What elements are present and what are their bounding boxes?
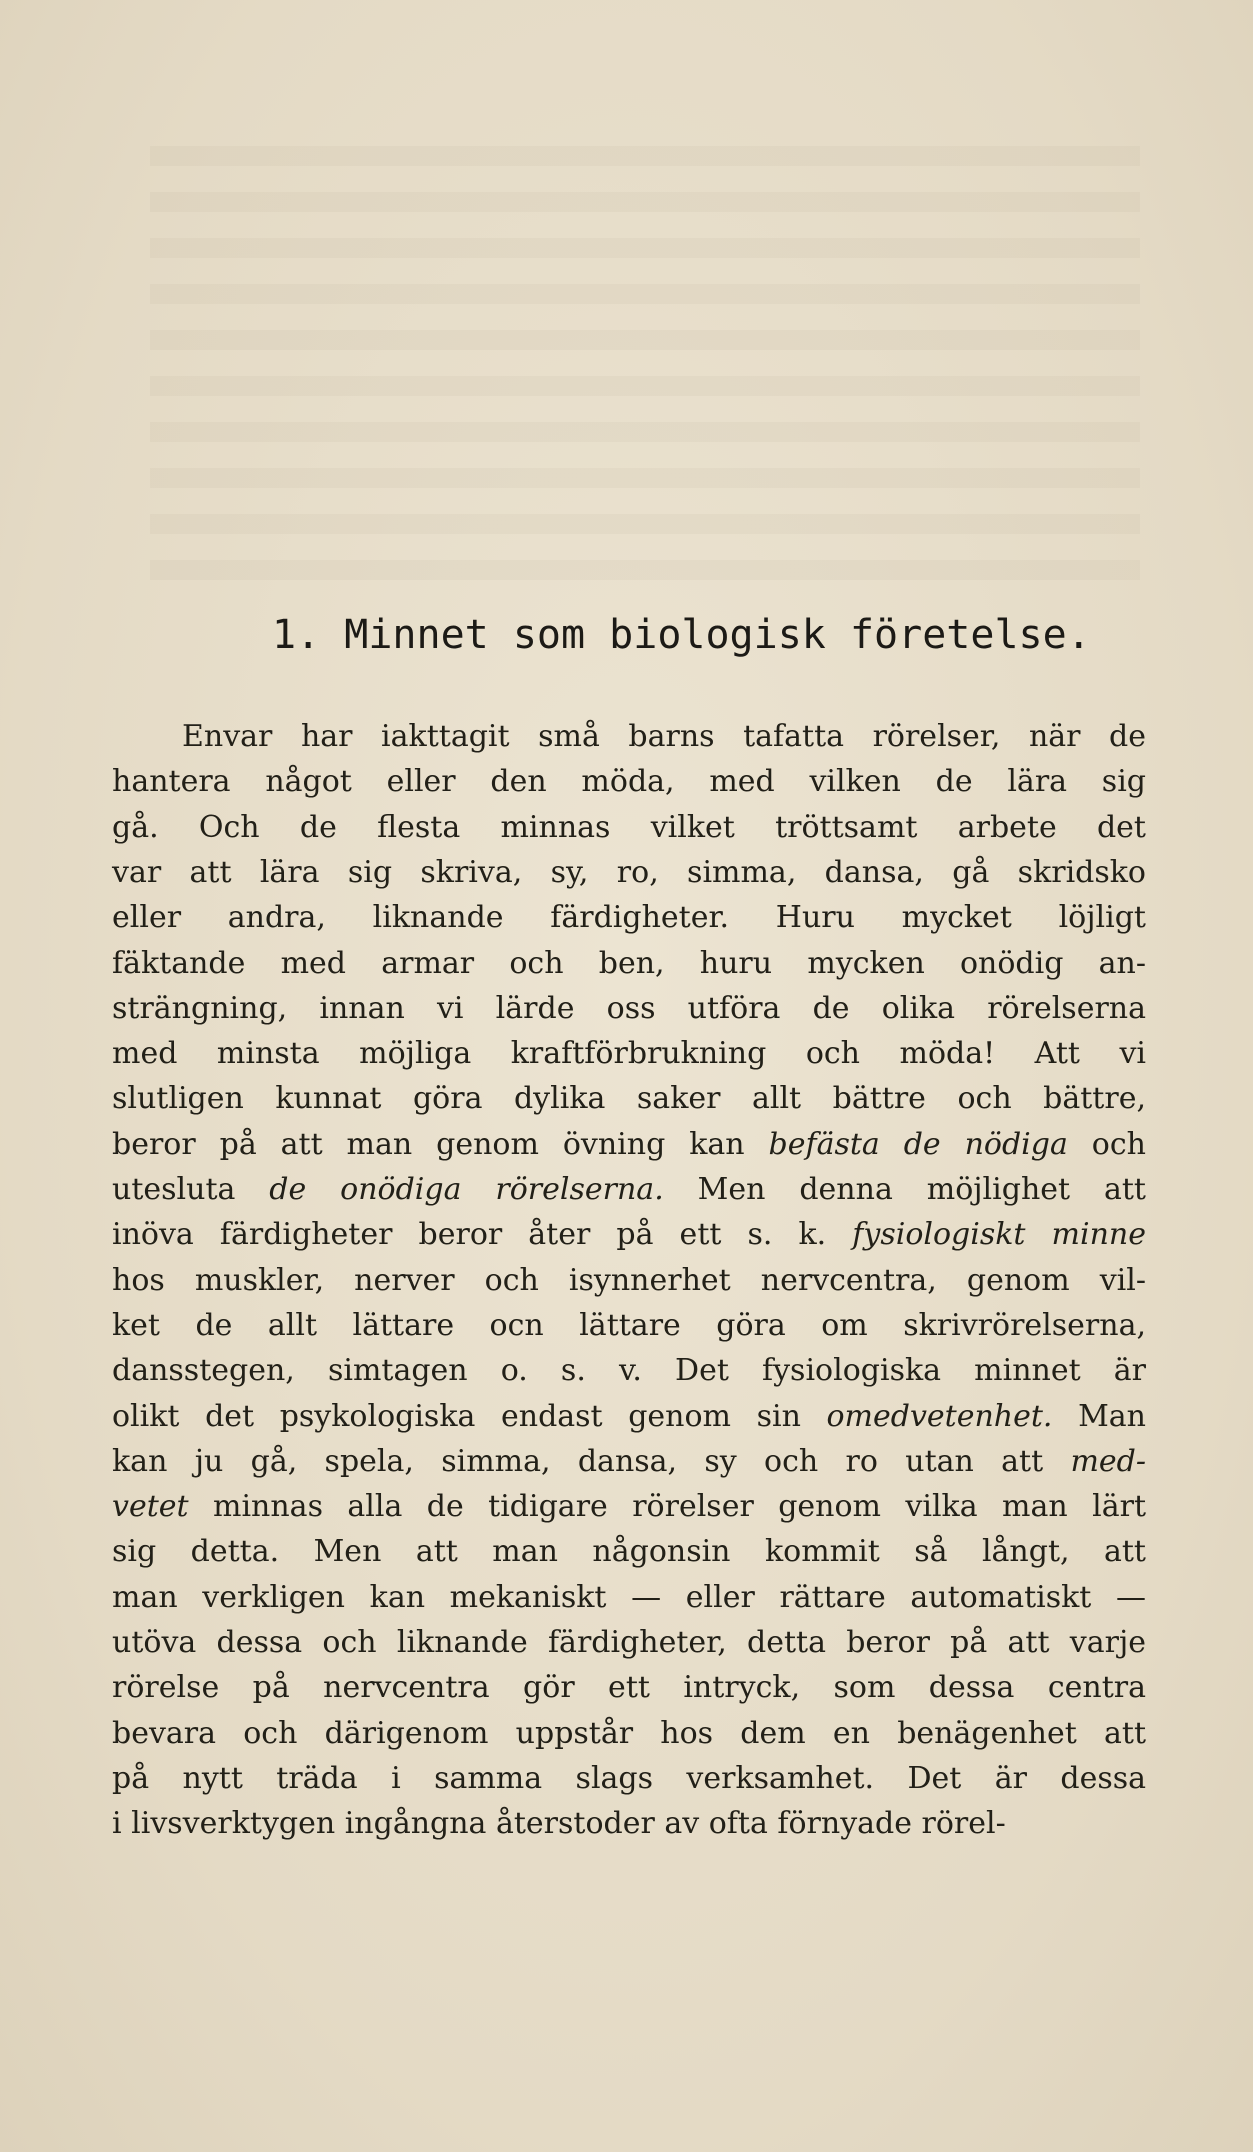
text-line: i livsverktygen ingångna återstoder av ofta förnyade rörel- (112, 1806, 1006, 1842)
text-segment: minnas alla de tidigare rörelser genom vilka man lärt (188, 1489, 1146, 1525)
text-line: gå. Och de flesta minnas vilket tröttsamt arbete det (112, 809, 1146, 845)
text-segment: olikt det psykologiska endast genom sin (112, 1398, 827, 1434)
italic-emphasis: befästa de nödiga (768, 1126, 1068, 1162)
text-line (112, 1395, 1146, 1439)
italic-emphasis: fysiologiskt minne (852, 1217, 1146, 1253)
text-line (112, 1168, 1146, 1212)
text-segment: Men denna möjlighet att (663, 1172, 1146, 1207)
text-segment: Man (1052, 1398, 1146, 1434)
text-line: bevara och därigenom uppstår hos dem en benägenhet att (112, 1715, 1146, 1751)
text-line: hantera något eller den möda, med vilken de lära sig (112, 764, 1146, 800)
text-line: utöva dessa och liknande färdigheter, detta beror på att varje (112, 1625, 1146, 1660)
text-line: ket de allt lättare ocn lättare göra om skrivrörelserna, (112, 1307, 1146, 1343)
text-line (112, 1485, 1146, 1529)
text-line: dansstegen, simtagen o. s. v. Det fysiologiska minnet är (112, 1353, 1146, 1389)
text-line: på nytt träda i samma slags verksamhet. Det är dessa (112, 1760, 1146, 1796)
bleed-through-shadow (150, 120, 1140, 600)
text-line (112, 1213, 1146, 1257)
italic-emphasis: vetet (112, 1489, 189, 1525)
chapter-heading: 1. Minnet som biologisk företelse. (272, 612, 1091, 658)
text-line: slutligen kunnat göra dylika saker allt bättre och bättre, (112, 1081, 1146, 1117)
text-line: rörelse på nervcentra gör ett intryck, som dessa centra (112, 1670, 1146, 1706)
italic-emphasis: med- (1070, 1443, 1146, 1479)
text-line: sig detta. Men att man någonsin kommit så långt, att (112, 1534, 1146, 1570)
text-segment: inöva färdigheter beror åter på ett s. k. (112, 1217, 853, 1253)
text-line: eller andra, liknande färdigheter. Huru mycket löjligt (112, 900, 1146, 936)
text-segment: och (1067, 1126, 1146, 1162)
italic-emphasis: omedvetenhet. (826, 1398, 1053, 1434)
text-segment: beror på att man genom övning kan (112, 1126, 769, 1162)
text-line (112, 1440, 1146, 1484)
text-line: med minsta möjliga kraftförbrukning och möda! Att vi (112, 1036, 1146, 1072)
text-line: fäktande med armar och ben, huru mycken onödig an- (112, 945, 1146, 981)
text-line: hos muskler, nerver och isynnerhet nervcentra, genom vil- (112, 1262, 1146, 1298)
italic-emphasis: de onödiga rörelserna. (269, 1172, 664, 1207)
text-segment: kan ju gå, spela, simma, dansa, sy och ro utan att (112, 1443, 1071, 1479)
text-line: Envar har iakttagit små barns tafatta rörelser, när de (182, 719, 1146, 754)
text-segment: utesluta (112, 1172, 270, 1207)
text-line: var att lära sig skriva, sy, ro, simma, dansa, gå skridsko (112, 854, 1146, 890)
text-line: man verkligen kan mekaniskt — eller rättare automatiskt — (112, 1579, 1146, 1615)
text-line: strängning, innan vi lärde oss utföra de olika rörelserna (112, 990, 1146, 1026)
text-line (112, 1123, 1146, 1167)
